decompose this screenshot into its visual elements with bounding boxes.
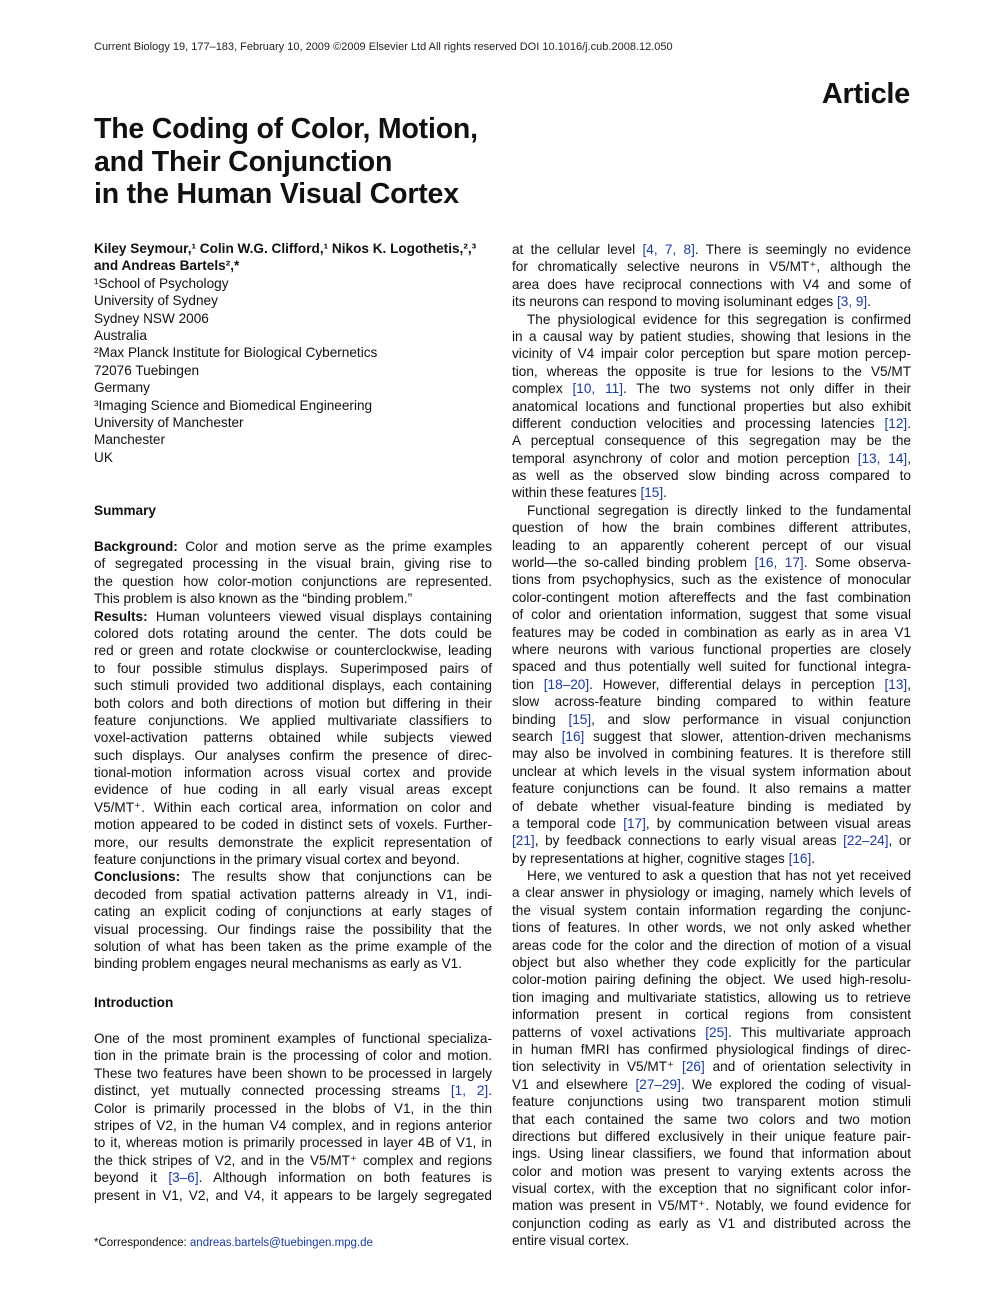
text-line: leading to an apparently coherent percept of our visual [512, 537, 911, 553]
text-line: conjunction coding as early as V1 and distributed across the [512, 1215, 911, 1231]
text-line: feature conjunctions. We applied multivariate classifiers to [94, 712, 492, 728]
text-line: within these features [15]. [512, 485, 667, 501]
text-line: feature conjunctions can be found. It also remains a matter [512, 781, 911, 797]
text-line: binding [15], and slow performance in visual conjunction [512, 711, 911, 727]
text-line: its neurons can respond to moving isoluminant edges [3, 9]. [512, 294, 871, 310]
text-line: tions of features. In other words, we not only asked whether [512, 920, 911, 936]
text-line: V5/MT⁺. Within each cortical area, information on color and [94, 799, 492, 815]
affiliation-line: University of Manchester [94, 415, 244, 431]
title-line: The Coding of Color, Motion, [94, 113, 478, 145]
text-line: to four possible stimulus displays. Superimposed pairs of [94, 660, 492, 676]
text-line: as well as the observed slow binding across compared to [512, 468, 911, 484]
text-line: cating an explicit coding of conjunctions at early stages of [94, 904, 492, 920]
right-column-body [512, 241, 911, 1250]
text-line: decoded from spatial activation patterns already in V1, indi- [94, 886, 492, 902]
text-line: by representations at higher, cognitive stages [16]. [512, 850, 816, 866]
text-line: areas code for the color and the direction of motion of a visual [512, 937, 911, 953]
text-line: object but also whether they code explicitly for the particular [512, 955, 911, 971]
paper-title [94, 113, 554, 211]
introduction-heading: Introduction [94, 995, 174, 1010]
journal-header: Current Biology 19, 177–183, February 10, 2009 ©2009 Elsevier Ltd All rights reserved DOI 10.1016/j.cub.2008.12.050 [94, 41, 673, 53]
text-line: such stimuli provided two additional displays, each containing [94, 678, 492, 694]
text-line: motion appeared to be coded in distinct sets of voxels. Further- [94, 817, 492, 833]
text-line: tion in the primate brain is the processing of color and motion. [94, 1048, 492, 1064]
text-line: colored dots rotating around the center. The dots could be [94, 625, 492, 641]
text-line: color and motion was present to varying extents across the [512, 1163, 911, 1179]
text-line: in human fMRI has confirmed physiological findings of direc- [512, 1041, 911, 1057]
text-line: Functional segregation is directly linked to the fundamental [527, 502, 911, 518]
text-line: that each contained the same two colors and two motion [512, 1111, 911, 1127]
affiliation-line: University of Sydney [94, 293, 218, 309]
text-line: area does have reciprocal connections with V4 and some of [512, 276, 911, 292]
affiliation-line: Sydney NSW 2006 [94, 310, 209, 326]
text-line: temporal asynchrony of color and motion perception [13, 14], [512, 450, 911, 466]
text-line: tional-motion information across visual cortex and provide [94, 765, 492, 781]
affiliations [94, 275, 494, 466]
author-block [94, 240, 494, 466]
correspondence-note [94, 1237, 373, 1249]
text-line: One of the most prominent examples of functional specializa- [94, 1031, 492, 1046]
text-line: both colors and both directions of motion but differing in their [94, 695, 492, 711]
text-line: information present in cortical regions from consistent [512, 1007, 911, 1023]
text-line: directions but differed exclusively in their unique feature pair- [512, 1128, 911, 1144]
summary-heading: Summary [94, 503, 156, 518]
text-line: tion imaging and multivariate statistics, allowing us to retrieve [512, 989, 911, 1005]
text-line: features may be coded in combination as early as in area V1 [512, 624, 911, 640]
text-line: visual processing. Our findings raise the possibility that the [94, 921, 492, 937]
affiliation-line: ³Imaging Science and Biomedical Engineering [94, 397, 373, 413]
text-line: present in V1, V2, and V4, it appears to be largely segregated [94, 1187, 492, 1203]
affiliation-line: 72076 Tuebingen [94, 362, 200, 378]
text-line: a clear answer in physiology or imaging, namely which levels of [512, 885, 911, 901]
text-line: of color and orientation information, suggest that some visual [512, 607, 911, 623]
text-line: slow across-feature binding compared to within feature [512, 694, 911, 710]
text-line: question of how the brain combines different attributes, [512, 520, 911, 536]
text-line: binding problem engages neural mechanisms as early as V1. [94, 956, 462, 972]
article-type-label: Article [821, 78, 910, 110]
text-line: unclear at which levels in the visual system information about [512, 763, 911, 779]
text-line: beyond it [3–6]. Although information on both features is [94, 1170, 492, 1186]
text-line: color-contingent motion aftereffects and the fast combination [512, 589, 911, 605]
text-line: of segregated processing in the visual brain, giving rise to [94, 556, 492, 572]
affiliation-line: Germany [94, 380, 150, 396]
text-line: solution of what has been taken as the prime example of the [94, 938, 492, 954]
text-line: the visual system contain information regarding the conjunc- [512, 902, 911, 918]
text-line: search [16] suggest that slower, attention-driven mechanisms [512, 728, 911, 744]
correspondence-email-link[interactable]: andreas.bartels@tuebingen.mpg.de [189, 1237, 373, 1249]
text-line: Color is primarily processed in the blobs of V1, in the thin [94, 1100, 492, 1116]
text-line: evidence of hue coding in all early visual areas except [94, 782, 492, 798]
correspondence-label: *Correspondence: [94, 1237, 187, 1249]
affiliation-line: Australia [94, 328, 147, 344]
text-line: mation was present in V5/MT⁺. Notably, we found evidence for [512, 1198, 911, 1214]
title-line: in the Human Visual Cortex [94, 178, 459, 210]
affiliation-line: UK [94, 449, 113, 465]
text-line: to it, whereas motion is primarily processed in layer 4B of V1, in [94, 1135, 492, 1151]
text-line: in a causal way by patient studies, showing that lesions in the [512, 328, 911, 344]
text-line: distinct, yet mutually connected processing streams [1, 2]. [94, 1083, 492, 1099]
text-line: more, our results demonstrate the explicit representation of [94, 834, 492, 850]
text-line: vicinity of V4 impair color perception but spare motion percep- [512, 346, 911, 362]
affiliation-line: ²Max Planck Institute for Biological Cybernetics [94, 345, 378, 361]
title-line: and Their Conjunction [94, 145, 393, 178]
text-line: red or green and rotate clockwise or counterclockwise, leading [94, 643, 492, 659]
text-line: the question how color-motion conjunctions are represented. [94, 573, 492, 589]
text-line: These two features have been shown to be processed in largely [94, 1065, 492, 1081]
introduction-body [94, 1030, 492, 1204]
text-line: color-motion pairing defining the object. We used high-resolu- [512, 972, 911, 988]
text-line: A perceptual consequence of this segregation may be the [512, 433, 911, 449]
affiliation-line: Manchester [94, 432, 166, 448]
text-line: stripes of V2, in the human V4 complex, and in regions anterior [94, 1117, 492, 1133]
text-line: spaced and thus potentially well suited for functional integra- [512, 659, 911, 675]
text-line: [21], by feedback connections to early visual areas [22–24], or [512, 833, 911, 849]
text-line: the thick stripes of V2, and in the V5/MT⁺ complex and regions [94, 1152, 492, 1168]
text-line: tion [18–20]. However, differential delays in perception [13], [512, 676, 911, 692]
text-line: The physiological evidence for this segregation is confirmed [527, 311, 911, 327]
text-line: tion, whereas the opposite is true for lesions to the V5/MT [512, 363, 911, 379]
text-line: This problem is also known as the “binding problem.” [94, 591, 413, 607]
text-line: at the cellular level [4, 7, 8]. There is seemingly no evidence [512, 242, 912, 257]
affiliation-line: ¹School of Psychology [94, 275, 229, 291]
text-line: may also be involved in combining features. It is therefore still [512, 746, 911, 762]
text-line: of debate whether visual-feature binding is mediated by [512, 798, 911, 814]
text-line: world—the so-called binding problem [16, 17]. Some observa- [512, 555, 911, 571]
text-line: Conclusions: The results show that conjunctions can be [94, 869, 492, 885]
text-line: entire visual cortex. [512, 1233, 630, 1249]
text-line: for chromatically selective neurons in V5/MT⁺, although the [512, 259, 911, 275]
text-line: where neurons with various functional properties are closely [512, 641, 911, 657]
text-line: ings. Using linear classifiers, we found that information about [512, 1146, 911, 1162]
text-line: feature conjunctions using two transparent motion stimuli [512, 1094, 911, 1110]
text-line: patterns of voxel activations [25]. This multivariate approach [512, 1024, 911, 1040]
summary-body [94, 538, 492, 973]
text-line: Results: Human volunteers viewed visual displays containing [94, 608, 492, 624]
author-line: and Andreas Bartels²,* [94, 258, 240, 274]
text-line: anatomical locations and functional properties but also exhibit [512, 398, 911, 414]
author-line: Kiley Seymour,¹ Colin W.G. Clifford,¹ Nikos K. Logothetis,²,³ [94, 241, 477, 256]
text-line: Here, we ventured to ask a question that has not yet received [527, 868, 911, 884]
text-line: a temporal code [17], by communication between visual areas [512, 815, 911, 831]
text-line: tion selectivity in V5/MT⁺ [26] and of orientation selectivity in [512, 1059, 912, 1075]
text-line: tions from psychophysics, such as the existence of monocular [512, 572, 911, 588]
text-line: Background: Color and motion serve as the prime examples [94, 539, 492, 554]
text-line: voxel-activation patterns obtained while subjects viewed [94, 730, 492, 746]
text-line: feature conjunctions in the primary visual cortex and beyond. [94, 852, 460, 868]
text-line: V1 and elsewhere [27–29]. We explored the coding of visual- [512, 1076, 911, 1092]
text-line: visual cortex, with the exception that no significant color infor- [512, 1181, 911, 1197]
text-line: different conduction velocities and processing latencies [12]. [512, 415, 911, 431]
text-line: such displays. Our analyses confirm the presence of direc- [94, 747, 492, 763]
text-line: complex [10, 11]. The two systems not only differ in their [512, 381, 911, 397]
